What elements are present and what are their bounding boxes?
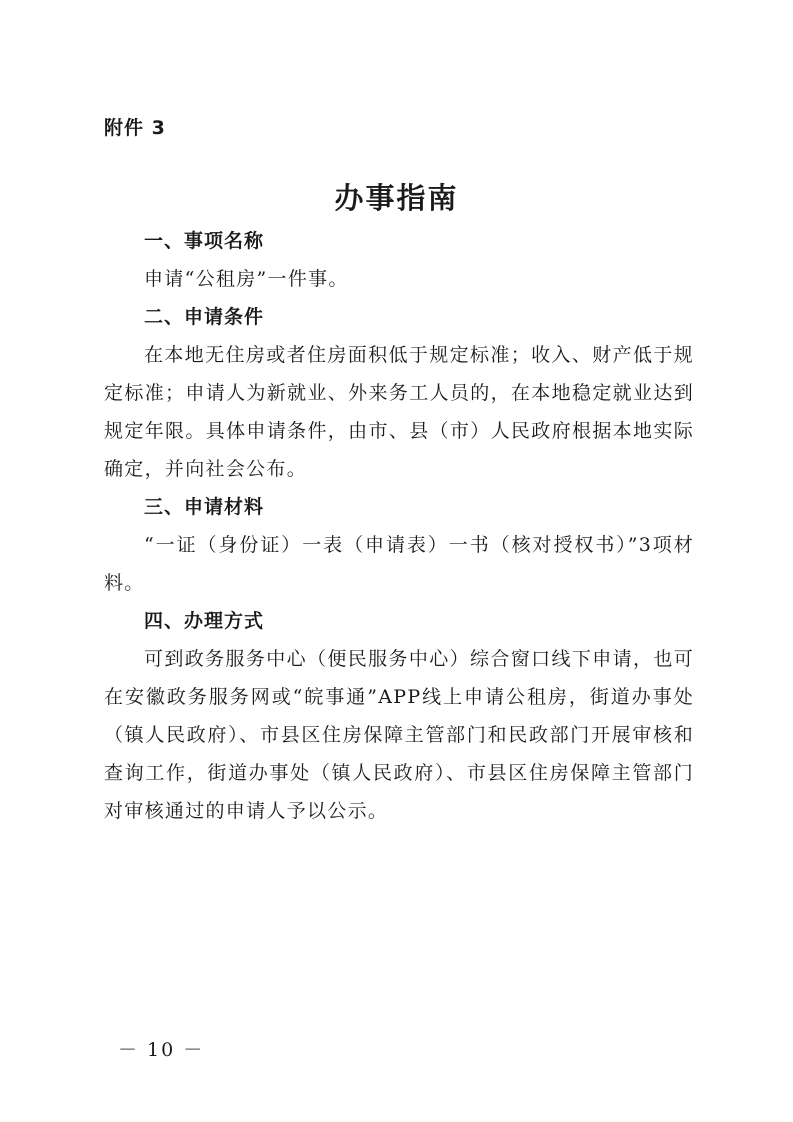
section-heading: 一、事项名称 [144,230,265,252]
section-application-materials [104,488,694,602]
section-paragraph: 申请“公租房”一件事。 [144,268,349,290]
document-body [104,222,694,830]
section-item-name [104,222,694,298]
section-heading: 三、申请材料 [144,496,265,518]
section-paragraph: 在本地无住房或者住房面积低于规定标准；收入、财产低于规定标准；申请人为新就业、外来务工人员的，在本地稳定就业达到规定年限。具体申请条件，由市、县（市）人民政府根据本地实际确定，并向社会公布。 [104,344,694,480]
page-number: － 10 － [118,1039,205,1061]
section-application-conditions [104,298,694,488]
section-paragraph: “一证（身份证）一表（申请表）一书（核对授权书）”3项材料。 [104,534,694,594]
section-paragraph: 可到政务服务中心（便民服务中心）综合窗口线下申请，也可在安徽政务服务网或“皖事通”APP线上申请公租房，街道办事处（镇人民政府）、市县区住房保障主管部门和民政部门开展审核和查询工作，街道办事处（镇人民政府）、市县区住房保障主管部门对审核通过的申请人予以公示。 [104,648,694,822]
attachment-label: 附件 3 [104,117,166,139]
section-heading: 二、申请条件 [144,306,265,328]
section-heading: 四、办理方式 [144,610,265,632]
document-title: 办事指南 [334,181,459,215]
section-handling-method [104,602,694,830]
